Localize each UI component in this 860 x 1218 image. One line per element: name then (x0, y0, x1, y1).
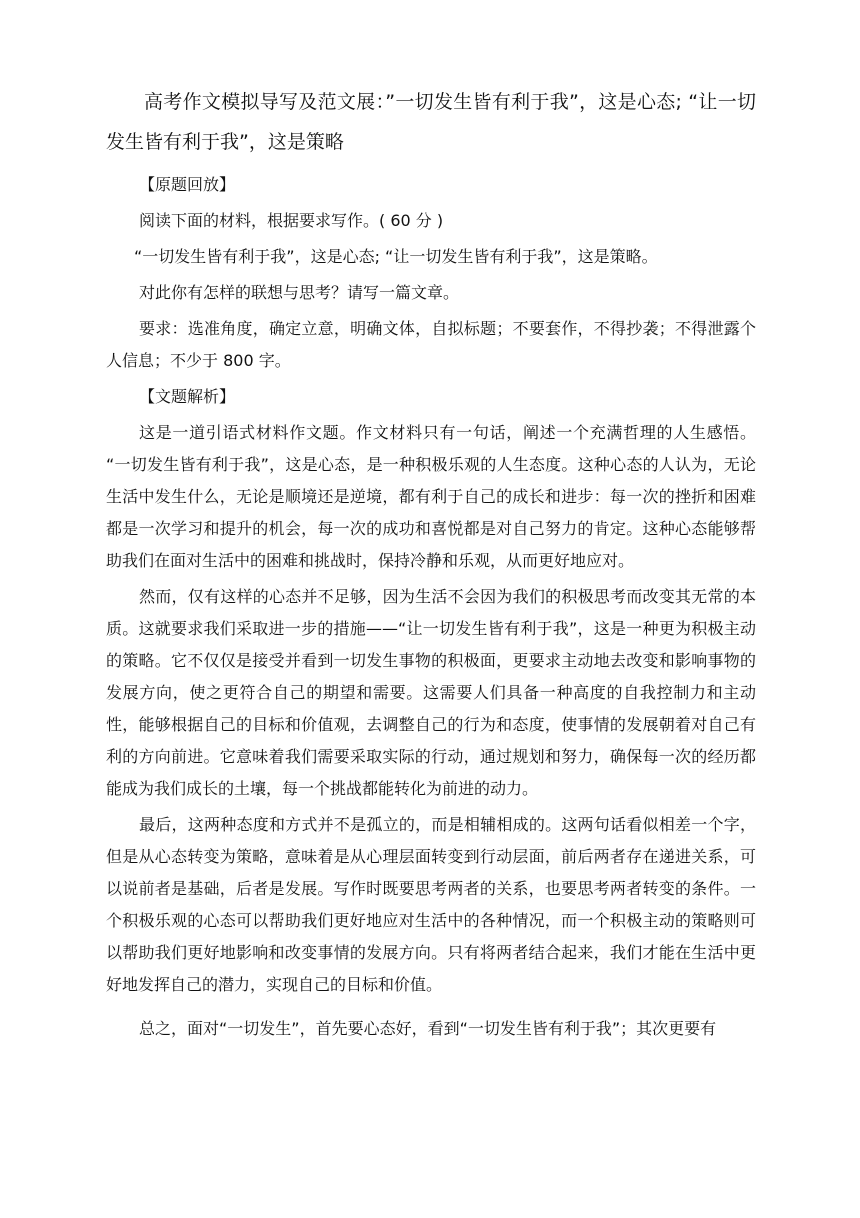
paragraph-spacer (106, 1005, 756, 1013)
analysis-paragraph-4: 总之，面对“一切发生”，首先要心态好，看到“一切发生皆有利于我”；其次更要有 (139, 1019, 717, 1038)
document-page (106, 82, 756, 1049)
section-heading-original-question: 【原题回放】 (139, 175, 236, 194)
prompt-material: “一切发生皆有利于我”，这是心态; “让一切发生皆有利于我”，这是策略。 (134, 247, 658, 266)
analysis-paragraph-3: 最后，这两种态度和方式并不是孤立的，而是相辅相成的。这两句话看似相差一个字，但是从心态转变为策略，意味着是从心理层面转变到行动层面，前后两者存在递进关系，可以说前者是基础，后者是发展。写作时既要思考两者的关系，也要思考两者转变的条件。一个积极乐观的心态可以帮助我们更好地应对生活中的各种情况，而一个积极主动的策略则可以帮助我们更好地影响和改变事情的发展方向。只有将两者结合起来，我们才能在生活中更好地发挥自己的潜力，实现自己的目标和价值。 (106, 815, 756, 994)
analysis-paragraph-1: 这是一道引语式材料作文题。作文材料只有一句话，阐述一个充满哲理的人生感悟。 “一切发生皆有利于我”，这是心态，是一种积极乐观的人生态度。这种心态的人认为，无论生活中发生什么，无论是顺境还是逆境，都有利于自己的成长和进步：每一次的挫折和困难都是一次学习和提升的机会，每一次的成功和喜悦都是对自己努力的肯定。这种心态能够帮助我们在面对生活中的困难和挑战时，保持冷静和乐观，从而更好地应对。 (106, 423, 756, 570)
analysis-paragraph-2: 然而，仅有这样的心态并不足够，因为生活不会因为我们的积极思考而改变其无常的本质。这就要求我们采取进一步的措施——“让一切发生皆有利于我”，这是一种更为积极主动的策略。它不仅仅是接受并看到一切发生事物的积极面，更要求主动地去改变和影响事物的发展方向，使之更符合自己的期望和需要。这需要人们具备一种高度的自我控制力和主动性，能够根据自己的目标和价值观，去调整自己的行为和态度，使事情的发展朝着对自己有利的方向前进。它意味着我们需要采取实际的行动，通过规划和努力，确保每一次的经历都能成为我们成长的土壤，每一个挑战都能转化为前进的动力。 (106, 587, 756, 798)
section-heading-analysis: 【文题解析】 (139, 387, 236, 406)
prompt-requirements: 要求：选准角度，确定立意，明确文体，自拟标题；不要套作，不得抄袭；不得泄露个人信息；不少于 800 字。 (106, 319, 756, 370)
prompt-question: 对此你有怎样的联想与思考？请写一篇文章。 (139, 283, 460, 302)
prompt-intro: 阅读下面的材料，根据要求写作。( 60 分 ) (139, 211, 444, 230)
document-title: 高考作文模拟导写及范文展：”一切发生皆有利于我”，这是心态; “让一切发生皆有利于我”，这是策略 (106, 91, 756, 153)
